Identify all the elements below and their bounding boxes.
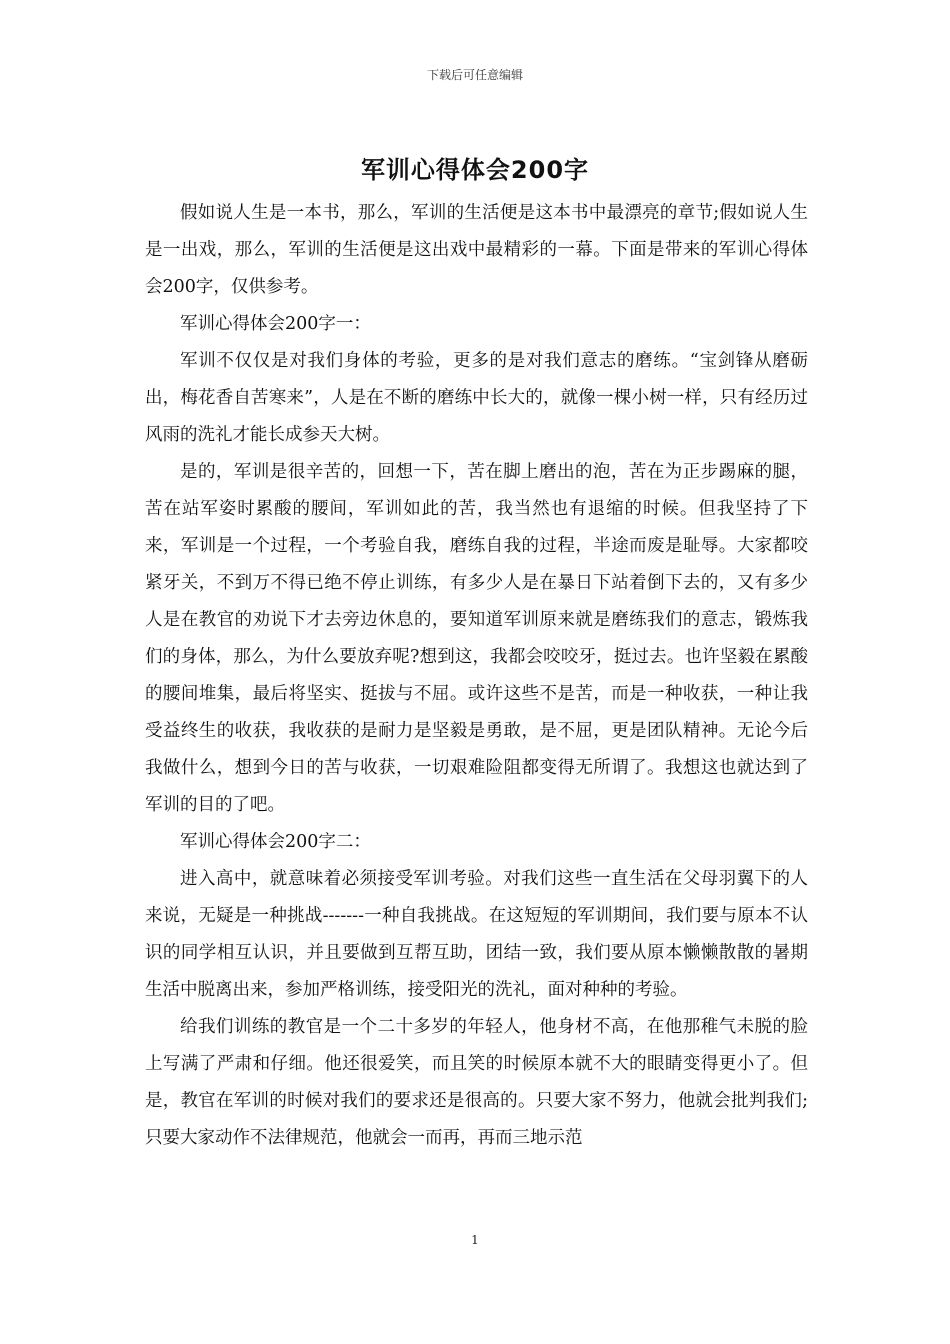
page-title: 军训心得体会200字 — [360, 156, 590, 184]
document-body — [145, 195, 808, 1157]
section-heading-one: 军训心得体会200字一： — [180, 314, 371, 334]
paragraph: 给我们训练的教官是一个二十多岁的年轻人，他身材不高，在他那稚气未脱的脸上写满了严肃和仔细。他还很爱笑，而且笑的时候原本就不大的眼睛变得更小了。但是，教官在军训的时候对我们的要求还是很高的。只要大家不努力，他就会批判我们;只要大家动作不法律规范，他就会一而再，再而三地示范 — [145, 1017, 808, 1148]
paragraph: 是的，军训是很辛苦的，回想一下，苦在脚上磨出的泡，苦在为正步踢麻的腿，苦在站军姿时累酸的腰间，军训如此的苦，我当然也有退缩的时候。但我坚持了下来，军训是一个过程，一个考验自我，磨练自我的过程，半途而废是耻辱。大家都咬紧牙关，不到万不得已绝不停止训练，有多少人是在暴日下站着倒下去的，又有多少人是在教官的劝说下才去旁边休息的，要知道军训原来就是磨练我们的意志，锻炼我们的身体，那么，为什么要放弃呢?想到这，我都会咬咬牙，挺过去。也许坚毅在累酸的腰间堆集，最后将坚实、挺拔与不屈。或许这些不是苦，而是一种收获，一种让我受益终生的收获，我收获的是耐力是坚毅是勇敢，是不屈，更是团队精神。无论今后我做什么，想到今日的苦与收获，一切艰难险阻都变得无所谓了。我想这也就达到了军训的目的了吧。 — [145, 462, 808, 815]
paragraph: 进入高中，就意味着必须接受军训考验。对我们这些一直生活在父母羽翼下的人来说，无疑是一种挑战-------一种自我挑战。在这短短的军训期间，我们要与原本不认识的同学相互认识，并且要做到互帮互助，团结一致，我们要从原本懒懒散散的暑期生活中脱离出来，参加严格训练，接受阳光的洗礼，面对种种的考验。 — [145, 869, 808, 1000]
page-number: 1 — [471, 1233, 479, 1247]
header-note: 下载后可任意编辑 — [426, 68, 523, 82]
section-heading-two: 军训心得体会200字二： — [180, 832, 371, 852]
paragraph: 军训不仅仅是对我们身体的考验，更多的是对我们意志的磨练。“宝剑锋从磨砺出，梅花香自苦寒来”，人是在不断的磨练中长大的，就像一棵小树一样，只有经历过风雨的洗礼才能长成参天大树。 — [145, 351, 808, 445]
paragraph-intro: 假如说人生是一本书，那么，军训的生活便是这本书中最漂亮的章节;假如说人生是一出戏，那么，军训的生活便是这出戏中最精彩的一幕。下面是带来的军训心得体会200字，仅供参考。 — [145, 203, 808, 297]
